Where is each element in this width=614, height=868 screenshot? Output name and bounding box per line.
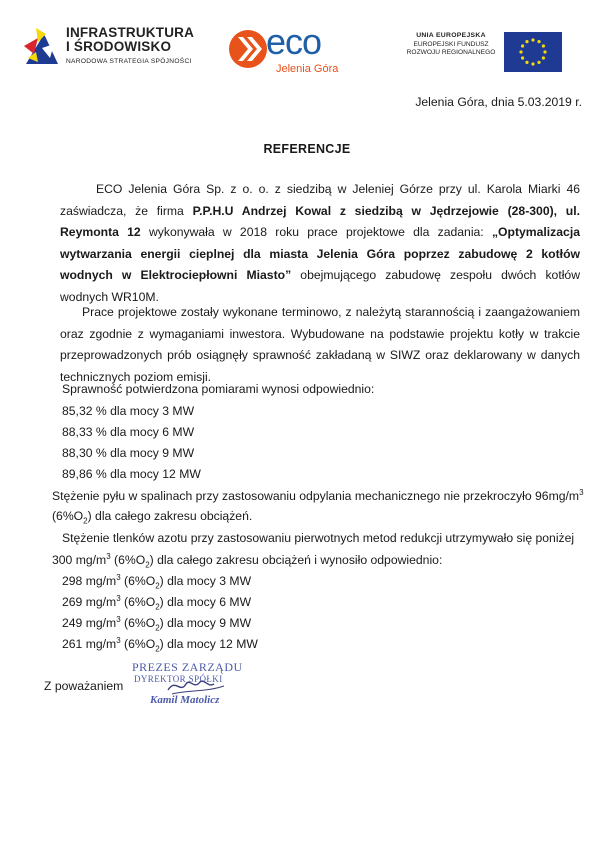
stamp-signature-name: Kamil Matolicz	[150, 694, 220, 706]
stamp-line1: PREZES ZARZĄDU	[132, 660, 243, 674]
eco-subtitle: Jelenia Góra	[276, 63, 339, 75]
infrastruktura-logo	[22, 24, 212, 74]
document-date: Jelenia Góra, dnia 5.03.2019 r.	[415, 95, 582, 109]
eco-chevron-icon	[228, 29, 268, 69]
infrastruktura-subtitle: NARODOWA STRATEGIA SPÓJNOŚCI	[66, 58, 192, 65]
eu-text: UNIA EUROPEJSKA EUROPEJSKI FUNDUSZ ROZWOJU REGIONALNEGO	[406, 32, 496, 57]
stamp-line2: DYREKTOR SPÓŁKI	[134, 674, 223, 684]
nox-item: 249 $mg/m^3$ $(6\%O_2)$ dla mocy 9 MW	[62, 615, 252, 633]
eco-logo	[228, 21, 358, 79]
efficiency-item: 88,33 % dla mocy 6 MW	[62, 425, 195, 439]
nox-line1: Stężenie tlenków azotu przy zastosowaniu pierwotnych metod redukcji utrzymywało się poniżej	[62, 531, 575, 545]
document-title: REFERENCJE	[263, 142, 351, 156]
contractor-name: P.P.H.U Andrzej Kowal z siedzibą w Jędrzejowie (28-300), ul. Reymonta 12	[60, 203, 581, 239]
nox-item: 298 $mg/m^3$ $(6\%O_2)$ dla mocy 3 MW	[62, 573, 252, 591]
nox-item: 269 $mg/m^3$ $(6\%O_2)$ dla mocy 6 MW	[62, 594, 252, 612]
efficiency-item: 89,86 % dla mocy 12 MW	[62, 467, 201, 481]
paragraph-intro: ECO Jelenia Góra Sp. z o. o. z siedzibą w Jeleniej Górze przy ul. Karola Miarki 46 zaświadcza, że firma P.P.H.U Andrzej Kowal z siedzibą w Jędrzejowie (28-300), ul. Reymonta 12 wykonywała w 2018 roku prace projektowe dla zadania: „Optymalizacja wytwarzania energii cieplnej dla miasta Jelenia Góra poprzez zabudowę 2 kotłów wodnych w Elektrociepłowni Miasto” obejmującego zabudowę zespołu dwóch kotłów wodnych WR10M.	[60, 182, 581, 304]
signature-stamp	[128, 660, 248, 710]
nox-line2: 300 $mg/m^3$ $(6\%O_2)$ dla całego zakresu obciążeń i wynosiło odpowiednio:	[52, 552, 443, 570]
dust-line1: Stężenie pyłu w spalinach przy zastosowaniu odpylania mechanicznego nie przekroczyło $96mg/m^3$	[52, 488, 584, 504]
dust-line2: $(6\%O_2)$ dla całego zakresu obciążeń.	[52, 509, 253, 526]
eu-logo	[400, 32, 590, 74]
efficiency-item: 88,30 % dla mocy 9 MW	[62, 446, 195, 460]
infrastruktura-title: INFRASTRUKTURA I ŚRODOWISKO	[66, 25, 195, 54]
infrastruktura-emblem-icon	[22, 24, 62, 72]
paragraph-results: Prace projektowe zostały wykonane terminowo, z należytą starannością i zaangażowaniem oraz zgodnie z wymaganiami inwestora. Wybudowane na podstawie projektu kotły w trakcie przeprowadzonych prób osiągnęły sprawność zakładaną w SIWZ oraz deklarowany w danych technicznych poziom emisji.	[60, 305, 580, 384]
nox-item: 261 $mg/m^3$ $(6\%O_2)$ dla mocy 12 MW	[62, 636, 258, 654]
eu-flag-icon	[504, 32, 562, 72]
efficiency-item: 85,32 % dla mocy 3 MW	[62, 404, 195, 418]
project-name: „Optymalizacja wytwarzania energii cieplnej dla miasta Jelenia Góra poprzez zabudowę 2 kotłów wodnych w Elektrociepłowni Miasto”	[60, 225, 580, 282]
closing-salutation: Z poważaniem	[44, 679, 124, 693]
efficiency-intro: Sprawność potwierdzona pomiarami wynosi odpowiednio:	[62, 382, 375, 396]
eco-wordmark: eco	[266, 21, 322, 62]
